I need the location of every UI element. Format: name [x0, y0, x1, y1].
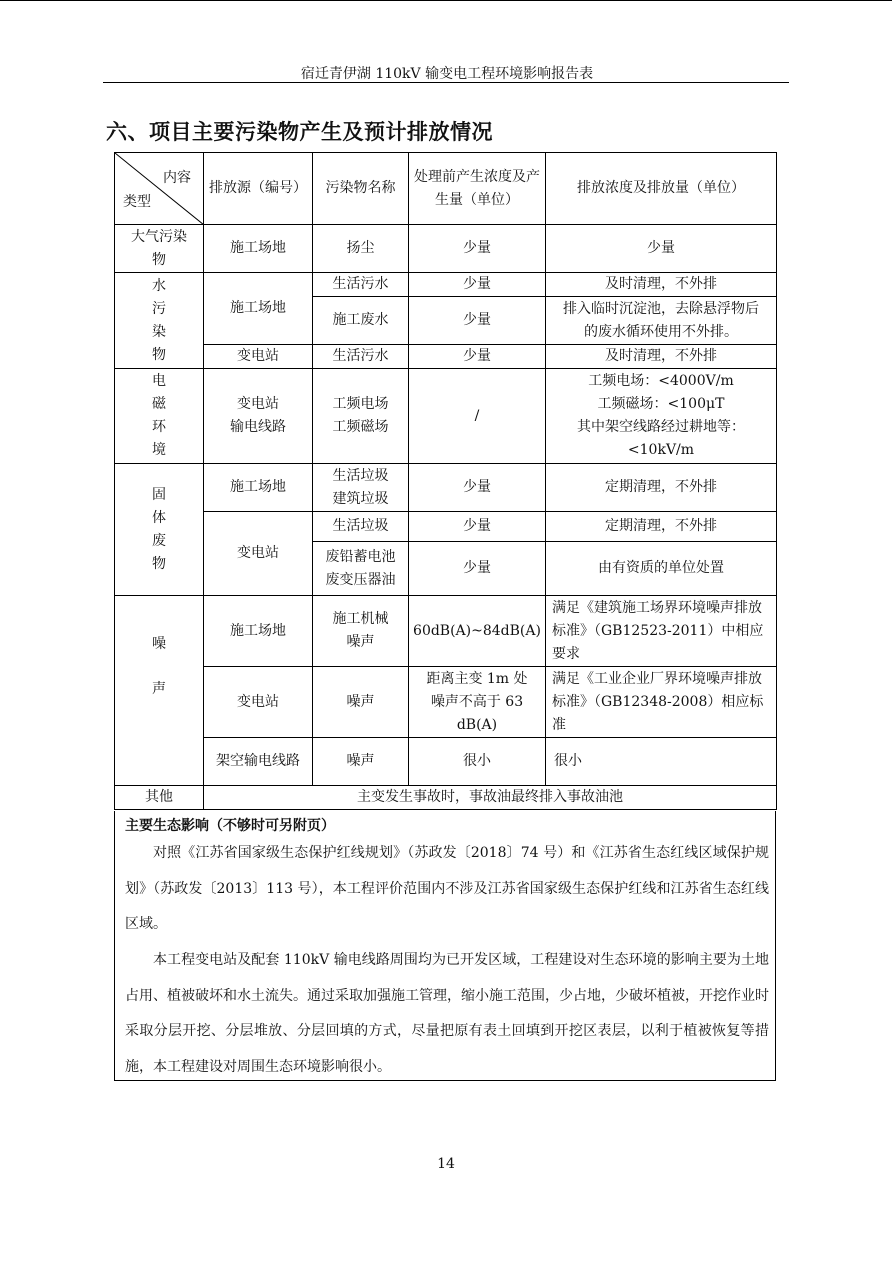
- cell-source: 施工场地: [204, 225, 313, 273]
- cell-source: 施工场地: [204, 273, 313, 345]
- cell-after: 由有资质的单位处置: [546, 542, 777, 596]
- table-row: [115, 225, 777, 273]
- type-air: 大气污染物: [115, 225, 204, 273]
- type-char: 物: [152, 555, 166, 572]
- cell-other-content: 主变发生事故时，事故油最终排入事故油池: [204, 786, 777, 810]
- pollutant-line: 工频电场: [332, 396, 389, 412]
- pollutant-line: 建筑垃圾: [332, 490, 389, 507]
- cell-before: 少量: [409, 297, 546, 345]
- table-row: [115, 464, 777, 512]
- pollutant-line: 废变压器油: [325, 571, 396, 588]
- page-number: 14: [437, 1156, 455, 1172]
- cell-before: 60dB(A)~84dB(A): [409, 596, 546, 667]
- cell-pollutant: [313, 369, 409, 464]
- table-row: [115, 369, 777, 464]
- cell-before: 距离主变 1m 处噪声不高于 63 dB(A): [409, 667, 546, 738]
- cell-after: 排入临时沉淀池，去除悬浮物后的废水循环使用不外排。: [546, 297, 777, 345]
- cell-after: 及时清理，不外排: [546, 345, 777, 369]
- cell-source: 变电站: [204, 345, 313, 369]
- cell-before: /: [409, 369, 546, 464]
- cell-after: 少量: [546, 225, 777, 273]
- type-char: 污: [152, 300, 166, 317]
- pollutant-line: 废铅蓄电池: [325, 548, 396, 565]
- table-row: [115, 667, 777, 738]
- cell-source: 架空输电线路: [204, 738, 313, 786]
- pollutant-table: [114, 152, 777, 810]
- cell-pollutant: [313, 542, 409, 596]
- cell-before: 很小: [409, 738, 546, 786]
- limit-line: 工频电场：<4000V/m: [588, 373, 734, 389]
- type-em: [115, 369, 204, 464]
- cell-source: [204, 369, 313, 464]
- cell-before: 少量: [409, 512, 546, 542]
- table-row: [115, 738, 777, 786]
- type-char: 体: [152, 509, 166, 526]
- cell-before: 少量: [409, 225, 546, 273]
- cell-pollutant: 生活污水: [313, 345, 409, 369]
- header-rule: [103, 82, 789, 83]
- cell-pollutant: 施工废水: [313, 297, 409, 345]
- type-char: 物: [152, 346, 166, 363]
- ecology-paragraph-2: 本工程变电站及配套 110kV 输电线路周围均为已开发区域，工程建设对生态环境的影响主要为土地占用、植被破坏和水土流失。通过采取加强施工管理，缩小施工范围，少占地，少破坏植被，开挖作业时采取分层开挖、分层堆放、分层回填的方式，尽量把原有表土回填到开挖区表层，以利于植被恢复等措施，本工程建设对周围生态环境影响很小。: [125, 952, 769, 1075]
- header-before: 处理前产生浓度及产生量（单位）: [409, 153, 546, 225]
- header-type-label: 类型: [123, 194, 151, 210]
- type-char: 噪: [152, 635, 166, 652]
- limit-line: <10kV/m: [627, 442, 695, 458]
- cell-pollutant: 噪声: [313, 738, 409, 786]
- type-char: 境: [152, 442, 166, 458]
- cell-pollutant: 扬尘: [313, 225, 409, 273]
- cell-after: 满足《工业企业厂界环境噪声排放标准》（GB12348-2008）相应标准: [546, 667, 777, 738]
- cell-after: 定期清理，不外排: [546, 464, 777, 512]
- cell-source: 施工场地: [204, 596, 313, 667]
- cell-pollutant: 施工机械噪声: [313, 596, 409, 667]
- table-row: [115, 345, 777, 369]
- type-char: 磁: [152, 396, 166, 412]
- type-char: 水: [152, 277, 166, 294]
- type-other: 其他: [115, 786, 204, 810]
- table-row: [115, 786, 777, 810]
- cell-after: 及时清理，不外排: [546, 273, 777, 297]
- page-top-border: [0, 0, 892, 1]
- cell-after: [546, 369, 777, 464]
- header-after: 排放浓度及排放量（单位）: [546, 153, 777, 225]
- ecology-paragraph-1: 对照《江苏省国家级生态保护红线规划》（苏政发〔2018〕74 号）和《江苏省生态红线区域保护规划》（苏政发〔2013〕113 号），本工程评价范围内不涉及江苏省国家级生态保护红线和江苏省生态红线区域。: [125, 845, 769, 932]
- source-line: 变电站: [237, 396, 279, 412]
- cell-source: 施工场地: [204, 464, 313, 512]
- limit-line: 工频磁场：<100μT: [597, 396, 725, 412]
- type-char: 固: [152, 486, 166, 503]
- cell-source: 变电站: [204, 667, 313, 738]
- type-char: 染: [152, 323, 166, 340]
- cell-before: 少量: [409, 464, 546, 512]
- type-solid: [115, 464, 204, 596]
- cell-source: 变电站: [204, 512, 313, 596]
- type-char: 废: [152, 532, 166, 549]
- pollutant-line: 工频磁场: [332, 419, 389, 435]
- cell-pollutant: 噪声: [313, 667, 409, 738]
- table-row: [115, 273, 777, 297]
- type-char: 声: [152, 680, 166, 697]
- header-source: 排放源（编号）: [204, 153, 313, 225]
- limit-line: 其中架空线路经过耕地等：: [577, 419, 745, 435]
- header-content-label: 内容: [163, 170, 191, 186]
- ecology-title: 主要生态影响（不够时可另附页）: [125, 818, 335, 834]
- cell-pollutant: 生活垃圾: [313, 512, 409, 542]
- table-row: [115, 596, 777, 667]
- cell-pollutant: 生活污水: [313, 273, 409, 297]
- ecology-section: [114, 811, 776, 1081]
- running-header: 宿迁青伊湖 110kV 输变电工程环境影响报告表: [300, 66, 594, 82]
- cell-after: 很小: [546, 738, 777, 786]
- section-title: 六、项目主要污染物产生及预计排放情况: [106, 120, 493, 144]
- cell-after: 定期清理，不外排: [546, 512, 777, 542]
- type-noise: [115, 596, 204, 786]
- cell-before: 少量: [409, 345, 546, 369]
- header-pollutant: 污染物名称: [313, 153, 409, 225]
- cell-before: 少量: [409, 273, 546, 297]
- diagonal-header-cell: [115, 153, 204, 225]
- pollutant-line: 生活垃圾: [332, 467, 389, 484]
- cell-pollutant: [313, 464, 409, 512]
- cell-after: 满足《建筑施工场界环境噪声排放标准》（GB12523-2011）中相应要求: [546, 596, 777, 667]
- type-char: 环: [152, 419, 166, 435]
- cell-before: 少量: [409, 542, 546, 596]
- type-char: 电: [152, 373, 166, 389]
- type-water: [115, 273, 204, 369]
- table-header-row: [115, 153, 777, 225]
- source-line: 输电线路: [230, 419, 286, 435]
- table-row: [115, 512, 777, 542]
